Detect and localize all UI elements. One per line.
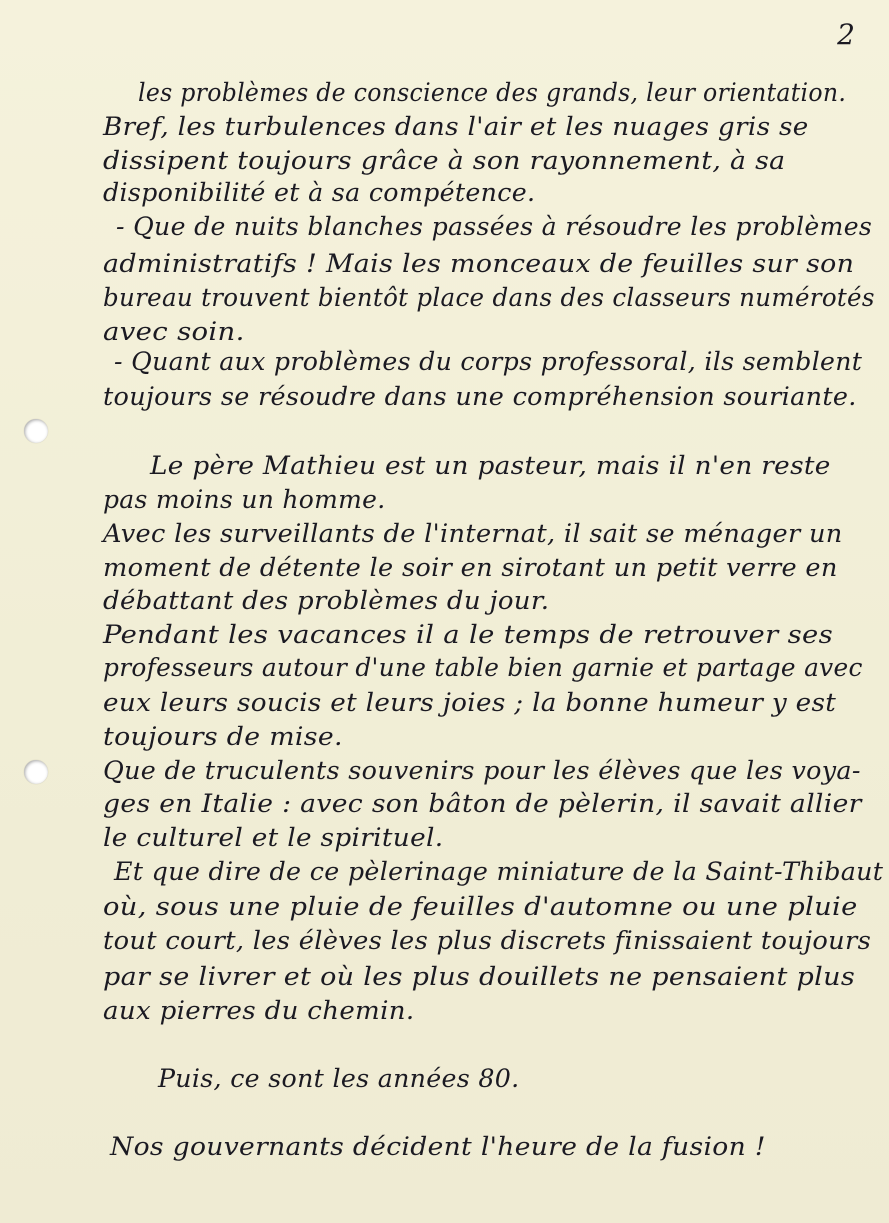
text-line: Nos gouvernants décident l'heure de la fusion ! <box>110 1132 766 1161</box>
page-number: 2 <box>837 18 855 51</box>
text-line: professeurs autour d'une table bien garnie et partage avec <box>103 653 863 682</box>
text-line: Et que dire de ce pèlerinage miniature de la Saint-Thibaut <box>114 857 884 886</box>
binder-hole-top <box>24 419 48 443</box>
text-line: Bref, les turbulences dans l'air et les nuages gris se <box>103 112 809 141</box>
text-line: Que de truculents souvenirs pour les élèves que les voya- <box>103 756 861 785</box>
text-line: où, sous une pluie de feuilles d'automne ou une pluie <box>103 892 858 921</box>
text-line: Avec les surveillants de l'internat, il sait se ménager un <box>103 519 843 548</box>
text-line: moment de détente le soir en sirotant un petit verre en <box>103 553 838 582</box>
text-line: par se livrer et où les plus douillets ne pensaient plus <box>103 962 856 991</box>
text-line: dissipent toujours grâce à son rayonnement, à sa <box>103 146 786 175</box>
text-line: - Quant aux problèmes du corps professoral, ils semblent <box>114 347 863 376</box>
text-line: toujours se résoudre dans une compréhension souriante. <box>103 382 857 411</box>
text-line: tout court, les élèves les plus discrets finissaient toujours <box>103 926 872 955</box>
text-line: le culturel et le spirituel. <box>103 823 444 852</box>
text-line: avec soin. <box>103 317 245 346</box>
text-line: débattant des problèmes du jour. <box>103 586 550 615</box>
text-line: aux pierres du chemin. <box>103 996 415 1025</box>
text-line: Puis, ce sont les années 80. <box>158 1064 520 1093</box>
text-line: Le père Mathieu est un pasteur, mais il n'en reste <box>150 451 831 480</box>
text-line: les problèmes de conscience des grands, leur orientation. <box>138 78 847 107</box>
text-line: Pendant les vacances il a le temps de retrouver ses <box>103 620 833 649</box>
text-line: toujours de mise. <box>103 722 343 751</box>
text-line: - Que de nuits blanches passées à résoudre les problèmes <box>116 212 873 241</box>
text-line: pas moins un homme. <box>103 485 386 514</box>
binder-hole-bottom <box>24 760 48 784</box>
text-line: bureau trouvent bientôt place dans des classeurs numérotés <box>103 283 875 312</box>
text-line: disponibilité et à sa compétence. <box>103 178 536 207</box>
text-line: administratifs ! Mais les monceaux de feuilles sur son <box>103 249 855 278</box>
text-line: ges en Italie : avec son bâton de pèlerin, il savait allier <box>103 789 862 818</box>
text-line: eux leurs soucis et leurs joies ; la bonne humeur y est <box>103 688 837 717</box>
